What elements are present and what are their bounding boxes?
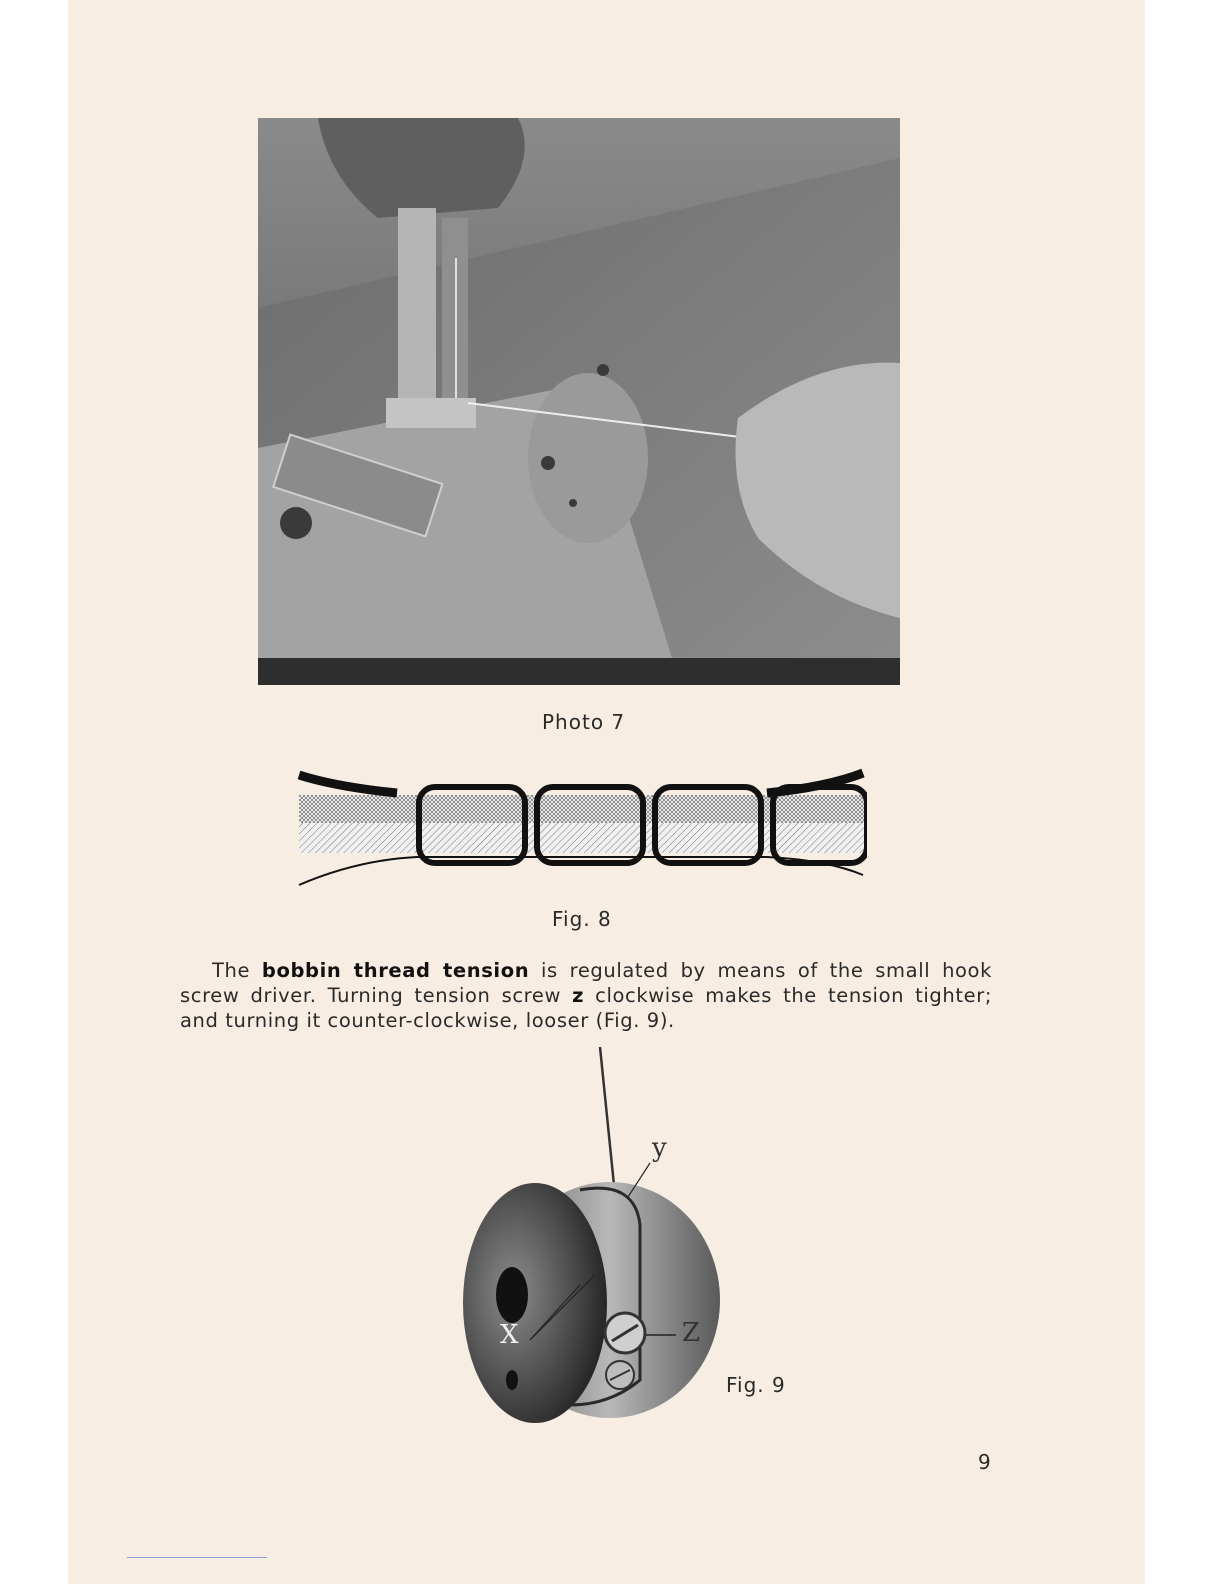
fig-9-caption: Fig. 9 bbox=[726, 1373, 786, 1397]
fig-9-bobbin-case-image bbox=[460, 1045, 720, 1425]
paragraph-part-2: clockwise makes the tension tighter; and turning it counter-clockwise, looser (Fig. 9). bbox=[180, 984, 992, 1032]
paragraph-bold-letter: z bbox=[572, 984, 585, 1007]
scan-artifact-line bbox=[127, 1557, 267, 1558]
paragraph-lead: The bbox=[212, 959, 251, 982]
fig-8-stitch-diagram bbox=[297, 765, 867, 890]
fig-9-label-x: X bbox=[500, 1320, 519, 1350]
fig-9-label-z: Z bbox=[682, 1318, 701, 1348]
fig-8-caption: Fig. 8 bbox=[552, 907, 612, 931]
photo-7-image bbox=[258, 118, 900, 685]
page-number: 9 bbox=[978, 1450, 991, 1474]
bobbin-tension-paragraph bbox=[180, 958, 992, 1033]
paragraph-bold-term: bobbin thread tension bbox=[261, 959, 530, 982]
photo-7-caption: Photo 7 bbox=[542, 710, 626, 734]
paragraph-part-1: is regulated by means of the small hook screw driver. Turning tension screw bbox=[180, 959, 992, 1007]
fig-9-label-y: y bbox=[652, 1133, 667, 1163]
